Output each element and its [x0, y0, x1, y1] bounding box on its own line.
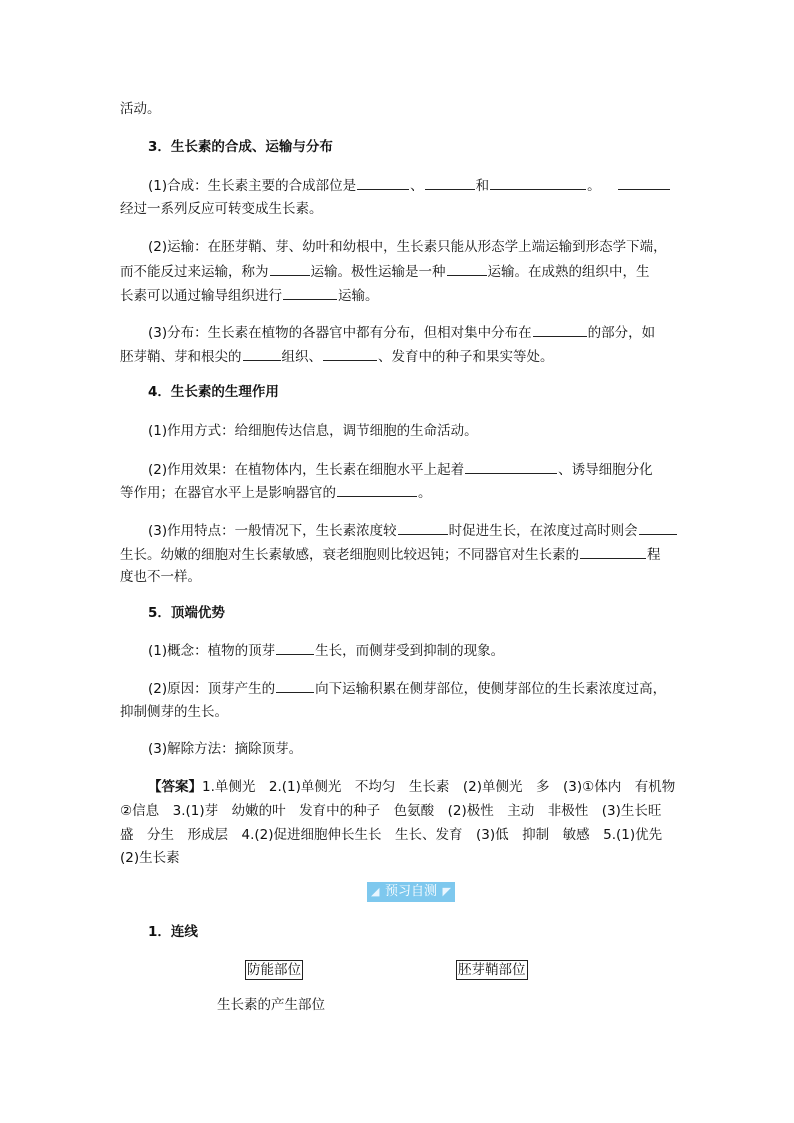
- answer-label: 【答案】: [148, 779, 202, 795]
- answer-line1: 【答案】1.单侧光 2.(1)单侧光 不均匀 生长素 (2)单侧光 多 (3)①体内 有机物: [148, 779, 676, 795]
- slash-deco-icon: ◤: [442, 885, 451, 898]
- section-3-title: 3．生长素的合成、运输与分布: [148, 139, 333, 155]
- preview-test-banner: [367, 882, 455, 902]
- sec3-para2-line3: 长素可以通过输导组织进行 运输。: [120, 285, 379, 306]
- sec5-para3: (3)解除方法：摘除顶芽。: [148, 741, 303, 757]
- section-5-title: 5．顶端优势: [148, 605, 225, 621]
- match-box-right: 胚芽鞘部位: [458, 962, 526, 978]
- sec3-para2-line1: (2)运输：在胚芽鞘、芽、幼叶和幼根中，生长素只能从形态学上端运输到形态学下端，: [148, 239, 667, 255]
- sec3-para1-line2: 经过一系列反应可转变成生长素。: [120, 201, 323, 217]
- sec4-para3-line2: 生长。幼嫩的细胞对生长素敏感，衰老细胞则比较迟钝；不同器官对生长素的 程: [120, 544, 661, 565]
- answer-line4: (2)生长素: [120, 850, 180, 866]
- sec3-para3-line2: 胚芽鞘、芽和根尖的 组织、 、发育中的种子和果实等处。: [120, 346, 554, 367]
- sec4-para2-line2: 等作用；在器官水平上是影响器官的 。: [120, 482, 432, 503]
- sec4-para2-line1: (2)作用效果：在植物体内，生长素在细胞水平上起着 、诱导细胞分化: [148, 459, 653, 480]
- top-fragment: 活动。: [120, 101, 161, 117]
- answer-line2: ②信息 3.(1)芽 幼嫩的叶 发育中的种子 色氨酸 (2)极性 主动 非极性 (3)生长旺: [120, 803, 662, 819]
- banner-label: 预习自测: [384, 884, 437, 899]
- sec3-para2-line2: 而不能反过来运输，称为 运输。极性运输是一种 运输。在成熟的组织中，生: [120, 261, 650, 282]
- sec4-para3-line1: (3)作用特点：一般情况下，生长素浓度较 时促进生长，在浓度过高时则会: [148, 520, 678, 541]
- sec4-para1: (1)作用方式：给细胞传达信息，调节细胞的生命活动。: [148, 423, 478, 439]
- sec5-para2-line2: 抑制侧芽的生长。: [120, 704, 228, 720]
- sec3-para3-line1: (3)分布：生长素在植物的各器官中都有分布，但相对集中分布在 的部分，如: [148, 322, 655, 343]
- section-4-title: 4．生长素的生理作用: [148, 384, 279, 400]
- sec5-para1: (1)概念：植物的顶芽 生长，而侧芽受到抑制的现象。: [148, 640, 504, 661]
- sec4-para3-line3: 度也不一样。: [120, 569, 201, 585]
- match-box-left: 防能部位: [247, 962, 301, 978]
- question-1-title: 1．连线: [148, 924, 198, 940]
- sec5-para2-line1: (2)原因：顶芽产生的 向下运输积累在侧芽部位，使侧芽部位的生长素浓度过高，: [148, 678, 666, 699]
- answer-line3: 盛 分生 形成层 4.(2)促进细胞伸长生长 生长、发育 (3)低 抑制 敏感 5.(1)优先: [120, 827, 663, 843]
- slash-deco-icon: ◢: [371, 885, 380, 898]
- match-item-1: 生长素的产生部位: [217, 997, 325, 1013]
- sec3-para1-line1: (1)合成：生长素主要的合成部位是 、 和 。: [148, 175, 671, 196]
